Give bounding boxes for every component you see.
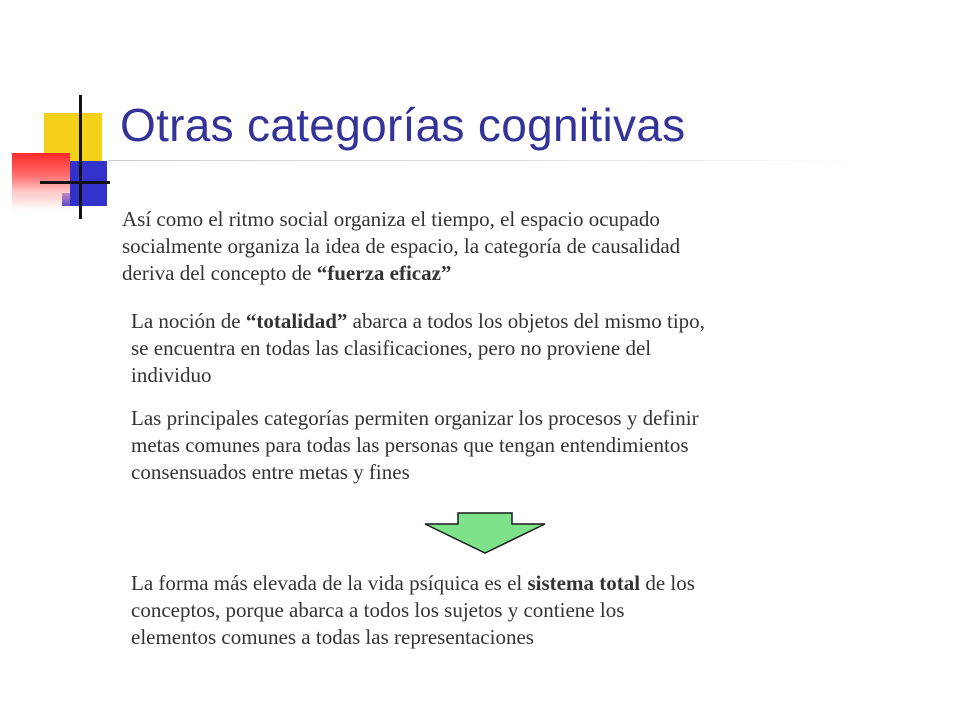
text-line: conceptos, porque abarca a todos los sujetos y contiene los	[131, 598, 625, 622]
paragraph-sistema-total	[131, 570, 871, 651]
text-line	[122, 260, 862, 287]
text-run: La noción de	[131, 309, 246, 333]
red-square-reflection	[12, 193, 70, 211]
bold-term: “fuerza eficaz”	[316, 261, 452, 285]
red-square	[12, 153, 70, 193]
text-line: elementos comunes a todas las representaciones	[131, 625, 534, 649]
text-run: deriva del concepto de	[122, 261, 317, 285]
slide-title: Otras categorías cognitivas	[120, 99, 686, 151]
text-line: individuo	[131, 363, 212, 387]
text-run: de los	[640, 571, 695, 595]
horizontal-line	[40, 181, 110, 184]
text-line	[131, 570, 871, 597]
text-line: Así como el ritmo social organiza el tiempo, el espacio ocupado	[122, 207, 660, 231]
bold-term: sistema total	[527, 571, 641, 595]
paragraph-principales-categorias	[131, 405, 871, 486]
text-line: Las principales categorías permiten organizar los procesos y definir	[131, 406, 699, 430]
title-underline	[108, 160, 860, 161]
paragraph-ritmo-social	[122, 206, 862, 287]
text-run: abarca a todos los objetos del mismo tipo,	[347, 309, 705, 333]
text-line: socialmente organiza la idea de espacio, la categoría de causalidad	[122, 234, 681, 258]
down-arrow-icon	[424, 512, 546, 554]
paragraph-totalidad	[131, 308, 871, 389]
text-line: metas comunes para todas las personas que tengan entendimientos	[131, 433, 689, 457]
text-line: consensuados entre metas y fines	[131, 460, 410, 484]
text-line	[131, 308, 871, 335]
text-run: La forma más elevada de la vida psíquica es el	[131, 571, 528, 595]
vertical-line	[79, 95, 82, 219]
text-line: se encuentra en todas las clasificaciones, pero no proviene del	[131, 336, 652, 360]
decorative-squares-graphic	[0, 95, 120, 225]
bold-term: “totalidad”	[245, 309, 348, 333]
